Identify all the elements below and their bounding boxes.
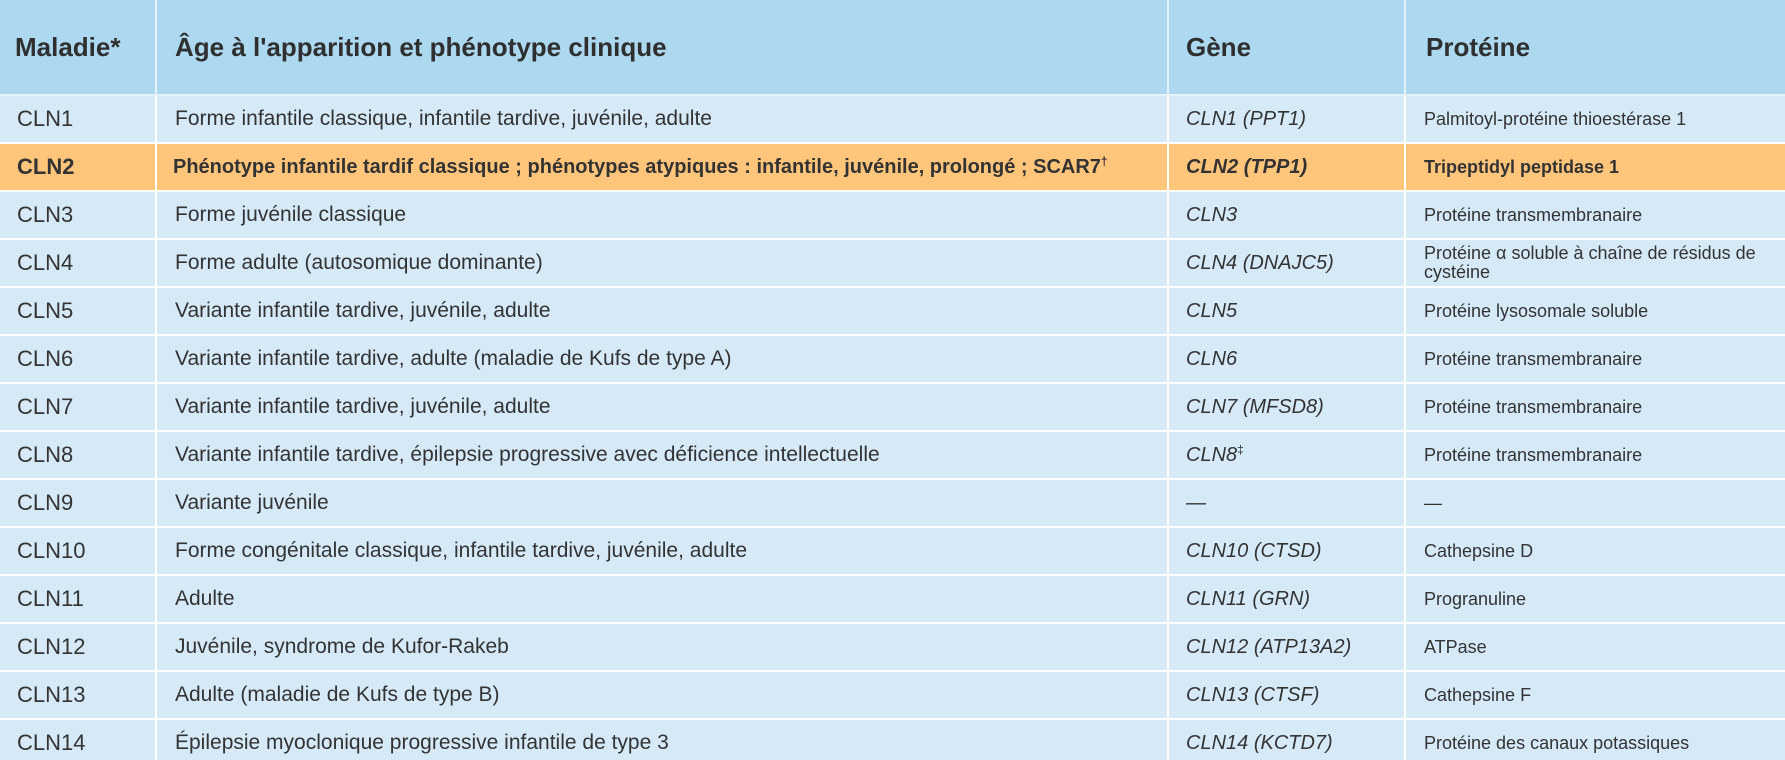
phenotype-cell-text: Adulte <box>175 587 235 610</box>
gene-cell-text: CLN1 (PPT1) <box>1186 107 1307 130</box>
disease-cell <box>0 191 156 239</box>
disease-cell-text: CLN6 <box>17 346 74 371</box>
phenotype-cell-text: Forme congénitale classique, infantile tardive, juvénile, adulte <box>175 539 747 562</box>
disease-cell <box>0 719 156 760</box>
disease-cell-text: CLN14 <box>17 730 86 755</box>
disease-cell <box>0 623 156 671</box>
disease-cell-text: CLN3 <box>17 202 74 227</box>
protein-cell <box>1405 575 1785 623</box>
disease-cell-text: CLN11 <box>17 586 84 611</box>
disease-cell-text: CLN4 <box>17 250 74 275</box>
protein-cell <box>1405 287 1785 335</box>
gene-cell <box>1168 383 1405 431</box>
phenotype-cell-text: Forme infantile classique, infantile tardive, juvénile, adulte <box>175 107 712 130</box>
table-row <box>0 143 1785 191</box>
gene-cell-text: CLN13 (CTSF) <box>1186 683 1320 706</box>
phenotype-cell <box>156 479 1168 527</box>
disease-cell <box>0 143 156 191</box>
table-row <box>0 383 1785 431</box>
disease-cell <box>0 287 156 335</box>
protein-cell-text: Protéine transmembranaire <box>1424 444 1643 465</box>
footnote-mark: † <box>1100 153 1108 168</box>
protein-cell-text: Protéine des canaux potassiques <box>1424 732 1690 753</box>
protein-cell-text: Protéine transmembranaire <box>1424 348 1643 369</box>
gene-cell <box>1168 671 1405 719</box>
phenotype-cell-text: Forme juvénile classique <box>175 203 407 226</box>
protein-cell <box>1405 431 1785 479</box>
disease-cell <box>0 575 156 623</box>
phenotype-cell-text: Variante infantile tardive, épilepsie progressive avec déficience intellectuelle <box>175 443 880 466</box>
protein-cell-text: Protéine transmembranaire <box>1424 204 1643 225</box>
gene-cell-text: CLN6 <box>1186 347 1238 370</box>
gene-cell <box>1168 623 1405 671</box>
table-row <box>0 95 1785 143</box>
phenotype-cell-text: Phénotype infantile tardif classique ; phénotypes atypiques : infantile, juvénile, prolongé ; SCAR7 <box>173 155 1101 178</box>
gene-cell-text: CLN10 (CTSD) <box>1186 539 1322 562</box>
disease-cell-text: CLN5 <box>17 298 74 323</box>
gene-cell-text: CLN12 (ATP13A2) <box>1186 635 1352 658</box>
protein-cell <box>1405 143 1785 191</box>
gene-cell-text: CLN7 (MFSD8) <box>1186 395 1324 418</box>
header-protein: Protéine <box>1405 0 1785 95</box>
protein-cell-text: Protéine α soluble à chaîne de résidus de cystéine <box>1424 243 1756 282</box>
phenotype-cell <box>156 287 1168 335</box>
table-row <box>0 671 1785 719</box>
disease-cell-text: CLN8 <box>17 442 74 467</box>
table-row <box>0 623 1785 671</box>
gene-cell <box>1168 239 1405 287</box>
protein-cell-text: ATPase <box>1424 636 1487 657</box>
table-row <box>0 335 1785 383</box>
gene-cell <box>1168 527 1405 575</box>
protein-cell-text: Palmitoyl-protéine thioestérase 1 <box>1424 108 1687 129</box>
table-row <box>0 527 1785 575</box>
gene-cell <box>1168 719 1405 760</box>
gene-cell-text: CLN5 <box>1186 299 1238 322</box>
phenotype-cell <box>156 671 1168 719</box>
phenotype-cell-text: Juvénile, syndrome de Kufor-Rakeb <box>175 635 509 658</box>
phenotype-cell-text: Variante infantile tardive, juvénile, adulte <box>175 299 551 322</box>
protein-cell <box>1405 479 1785 527</box>
phenotype-cell <box>156 431 1168 479</box>
protein-cell-text: Cathepsine D <box>1424 540 1534 561</box>
gene-cell-text: CLN4 (DNAJC5) <box>1186 251 1334 274</box>
disease-cell-text: CLN10 <box>17 538 86 563</box>
phenotype-cell-text: Variante infantile tardive, adulte (maladie de Kufs de type A) <box>175 347 732 370</box>
disease-cell-text: CLN9 <box>17 490 74 515</box>
header-phenotype: Âge à l'apparition et phénotype clinique <box>156 0 1168 95</box>
gene-cell <box>1168 287 1405 335</box>
protein-cell-text: Cathepsine F <box>1424 684 1532 705</box>
gene-cell <box>1168 143 1405 191</box>
disease-cell-text: CLN7 <box>17 394 74 419</box>
protein-cell <box>1405 383 1785 431</box>
table-body <box>0 95 1785 760</box>
table-row <box>0 575 1785 623</box>
footnote-mark: ‡ <box>1237 441 1244 456</box>
table-row <box>0 239 1785 287</box>
gene-cell <box>1168 95 1405 143</box>
phenotype-cell-text: Variante infantile tardive, juvénile, adulte <box>175 395 551 418</box>
gene-cell <box>1168 335 1405 383</box>
disease-cell-text: CLN13 <box>17 682 86 707</box>
gene-cell-text: CLN8 <box>1186 443 1238 466</box>
disease-cell <box>0 431 156 479</box>
phenotype-cell <box>156 527 1168 575</box>
protein-cell <box>1405 239 1785 287</box>
phenotype-cell <box>156 95 1168 143</box>
table-row <box>0 479 1785 527</box>
protein-cell-text: Tripeptidyl peptidase 1 <box>1424 156 1620 177</box>
gene-cell-text: CLN14 (KCTD7) <box>1186 731 1333 754</box>
phenotype-cell <box>156 719 1168 760</box>
gene-cell-text: CLN11 (GRN) <box>1186 587 1311 610</box>
disease-cell-text: CLN1 <box>17 106 74 131</box>
gene-cell-text: CLN3 <box>1186 203 1238 226</box>
protein-cell <box>1405 335 1785 383</box>
phenotype-cell-text: Forme adulte (autosomique dominante) <box>175 251 543 274</box>
phenotype-cell <box>156 335 1168 383</box>
phenotype-cell <box>156 575 1168 623</box>
gene-cell <box>1168 191 1405 239</box>
phenotype-cell <box>156 191 1168 239</box>
table-row <box>0 287 1785 335</box>
protein-cell <box>1405 719 1785 760</box>
phenotype-cell <box>156 143 1168 191</box>
protein-cell <box>1405 191 1785 239</box>
protein-cell <box>1405 671 1785 719</box>
gene-cell-text: CLN2 (TPP1) <box>1186 155 1308 178</box>
disease-cell-text: CLN2 <box>17 154 75 179</box>
disease-cell <box>0 479 156 527</box>
phenotype-cell-text: Épilepsie myoclonique progressive infantile de type 3 <box>175 731 669 754</box>
disease-cell <box>0 671 156 719</box>
disease-cell <box>0 335 156 383</box>
disease-cell <box>0 527 156 575</box>
header-row <box>0 0 1785 95</box>
protein-cell-text: Protéine lysosomale soluble <box>1424 300 1649 321</box>
table-header <box>0 0 1785 95</box>
disease-cell <box>0 95 156 143</box>
gene-cell-text: — <box>1186 491 1206 514</box>
table-row <box>0 719 1785 760</box>
protein-cell <box>1405 95 1785 143</box>
disease-cell <box>0 383 156 431</box>
table-row <box>0 431 1785 479</box>
protein-cell-text: Progranuline <box>1424 588 1527 609</box>
phenotype-cell <box>156 383 1168 431</box>
gene-cell <box>1168 431 1405 479</box>
header-gene: Gène <box>1168 0 1405 95</box>
gene-cell <box>1168 479 1405 527</box>
header-disease: Maladie* <box>0 0 156 95</box>
protein-cell <box>1405 623 1785 671</box>
gene-cell <box>1168 575 1405 623</box>
phenotype-cell <box>156 239 1168 287</box>
table-row <box>0 191 1785 239</box>
phenotype-cell-text: Variante juvénile <box>175 491 329 514</box>
protein-cell-text: Protéine transmembranaire <box>1424 396 1643 417</box>
disease-cell <box>0 239 156 287</box>
protein-cell <box>1405 527 1785 575</box>
phenotype-cell-text: Adulte (maladie de Kufs de type B) <box>175 683 500 706</box>
disease-cell-text: CLN12 <box>17 634 86 659</box>
phenotype-cell <box>156 623 1168 671</box>
protein-cell-text: — <box>1424 492 1442 513</box>
